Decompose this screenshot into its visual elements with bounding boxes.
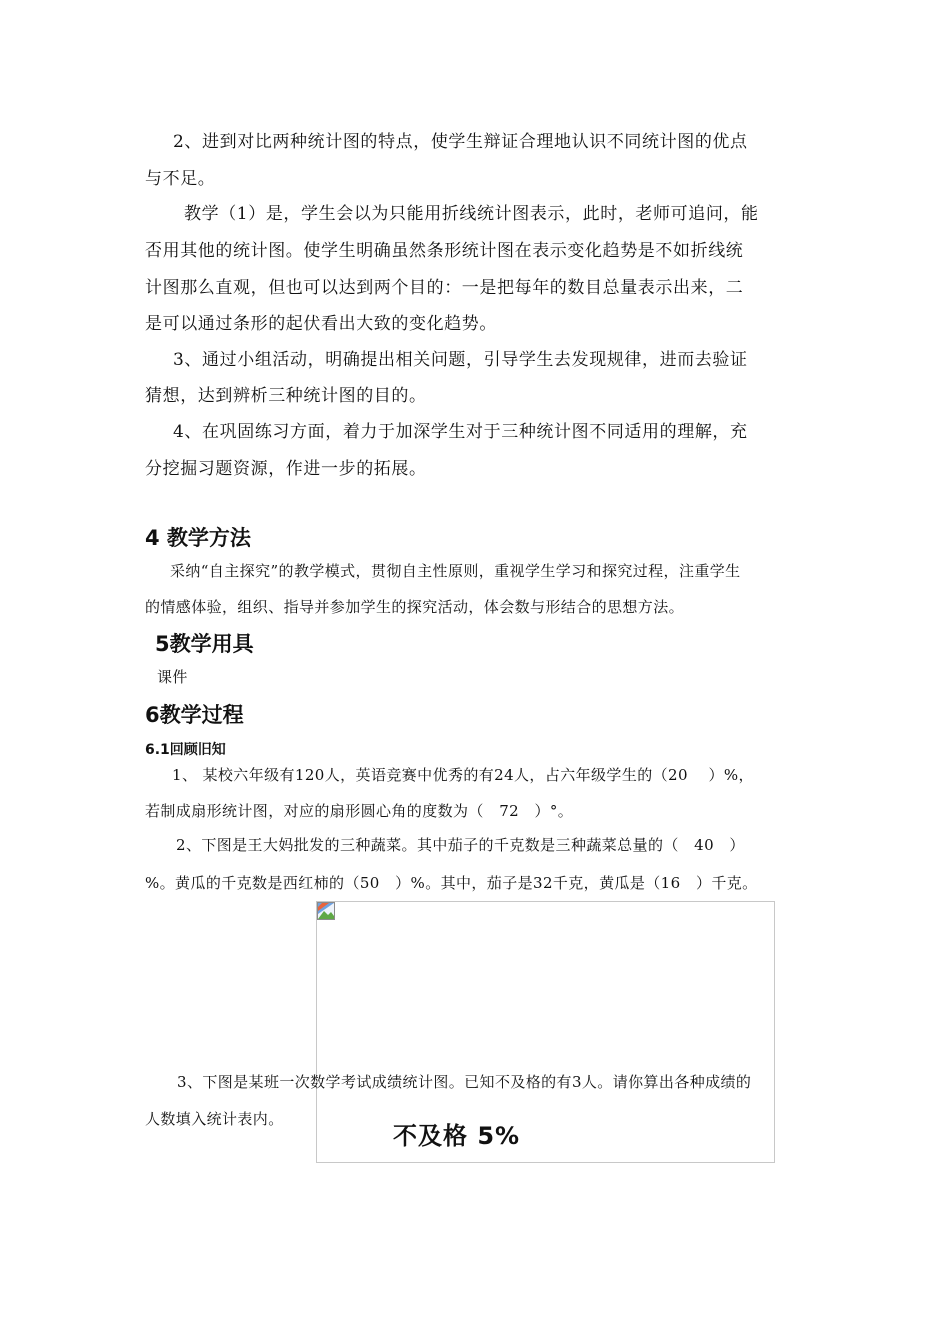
- section-heading-process: 6教学过程: [145, 703, 244, 727]
- paragraph-line: 4、在巩固练习方面，着力于加深学生对于三种统计图不同适用的理解，充: [173, 422, 748, 442]
- chart-image-placeholder: [316, 901, 775, 1163]
- question-1-line: 若制成扇形统计图，对应的扇形圆心角的度数为（ 72 ）°。: [145, 802, 574, 820]
- broken-image-icon: [317, 902, 335, 920]
- paragraph-line: 3、通过小组活动，明确提出相关问题，引导学生去发现规律，进而去验证: [173, 350, 748, 370]
- tools-text: 课件: [157, 668, 188, 686]
- paragraph-line: 分挖掘习题资源，作进一步的拓展。: [145, 459, 427, 479]
- paragraph-line: 猜想，达到辨析三种统计图的目的。: [145, 386, 427, 406]
- section-heading-tools: 5教学用具: [155, 632, 254, 656]
- paragraph-line: 的情感体验，组织、指导并参加学生的探究活动，体会数与形结合的思想方法。: [145, 598, 685, 616]
- sub-heading-review: 6.1回顾旧知: [145, 742, 226, 758]
- question-2-line: %。黄瓜的千克数是西红柿的（50 ）%。其中，茄子是32千克，黄瓜是（16 ）千克。: [145, 874, 758, 892]
- question-2-line: 2、下图是王大妈批发的三种蔬菜。其中茄子的千克数是三种蔬菜总量的（ 40 ）: [176, 836, 745, 854]
- paragraph-line: 教学（1）是，学生会以为只能用折线统计图表示，此时，老师可追问，能: [184, 204, 759, 224]
- question-3-line: 人数填入统计表内。: [145, 1110, 284, 1128]
- paragraph-line: 与不足。: [145, 169, 216, 189]
- paragraph-line: 采纳“自主探究”的教学模式，贯彻自主性原则，重视学生学习和探究过程，注重学生: [170, 562, 741, 580]
- pie-label-fail: 不及格 5%: [393, 1122, 521, 1150]
- section-heading-method: 4 教学方法: [145, 526, 251, 550]
- paragraph-line: 计图那么直观，但也可以达到两个目的：一是把每年的数目总量表示出来，二: [145, 278, 744, 298]
- paragraph-line: 是可以通过条形的起伏看出大致的变化趋势。: [145, 314, 497, 334]
- paragraph-line: 否用其他的统计图。使学生明确虽然条形统计图在表示变化趋势是不如折线统: [145, 241, 744, 261]
- paragraph-line: 2、进到对比两种统计图的特点，使学生辩证合理地认识不同统计图的优点: [173, 132, 748, 152]
- question-3-line: 3、下图是某班一次数学考试成绩统计图。已知不及格的有3人。请你算出各种成绩的: [177, 1073, 752, 1091]
- question-1-line: 1、 某校六年级有120人，英语竞赛中优秀的有24人，占六年级学生的（20 ）%，: [172, 766, 754, 784]
